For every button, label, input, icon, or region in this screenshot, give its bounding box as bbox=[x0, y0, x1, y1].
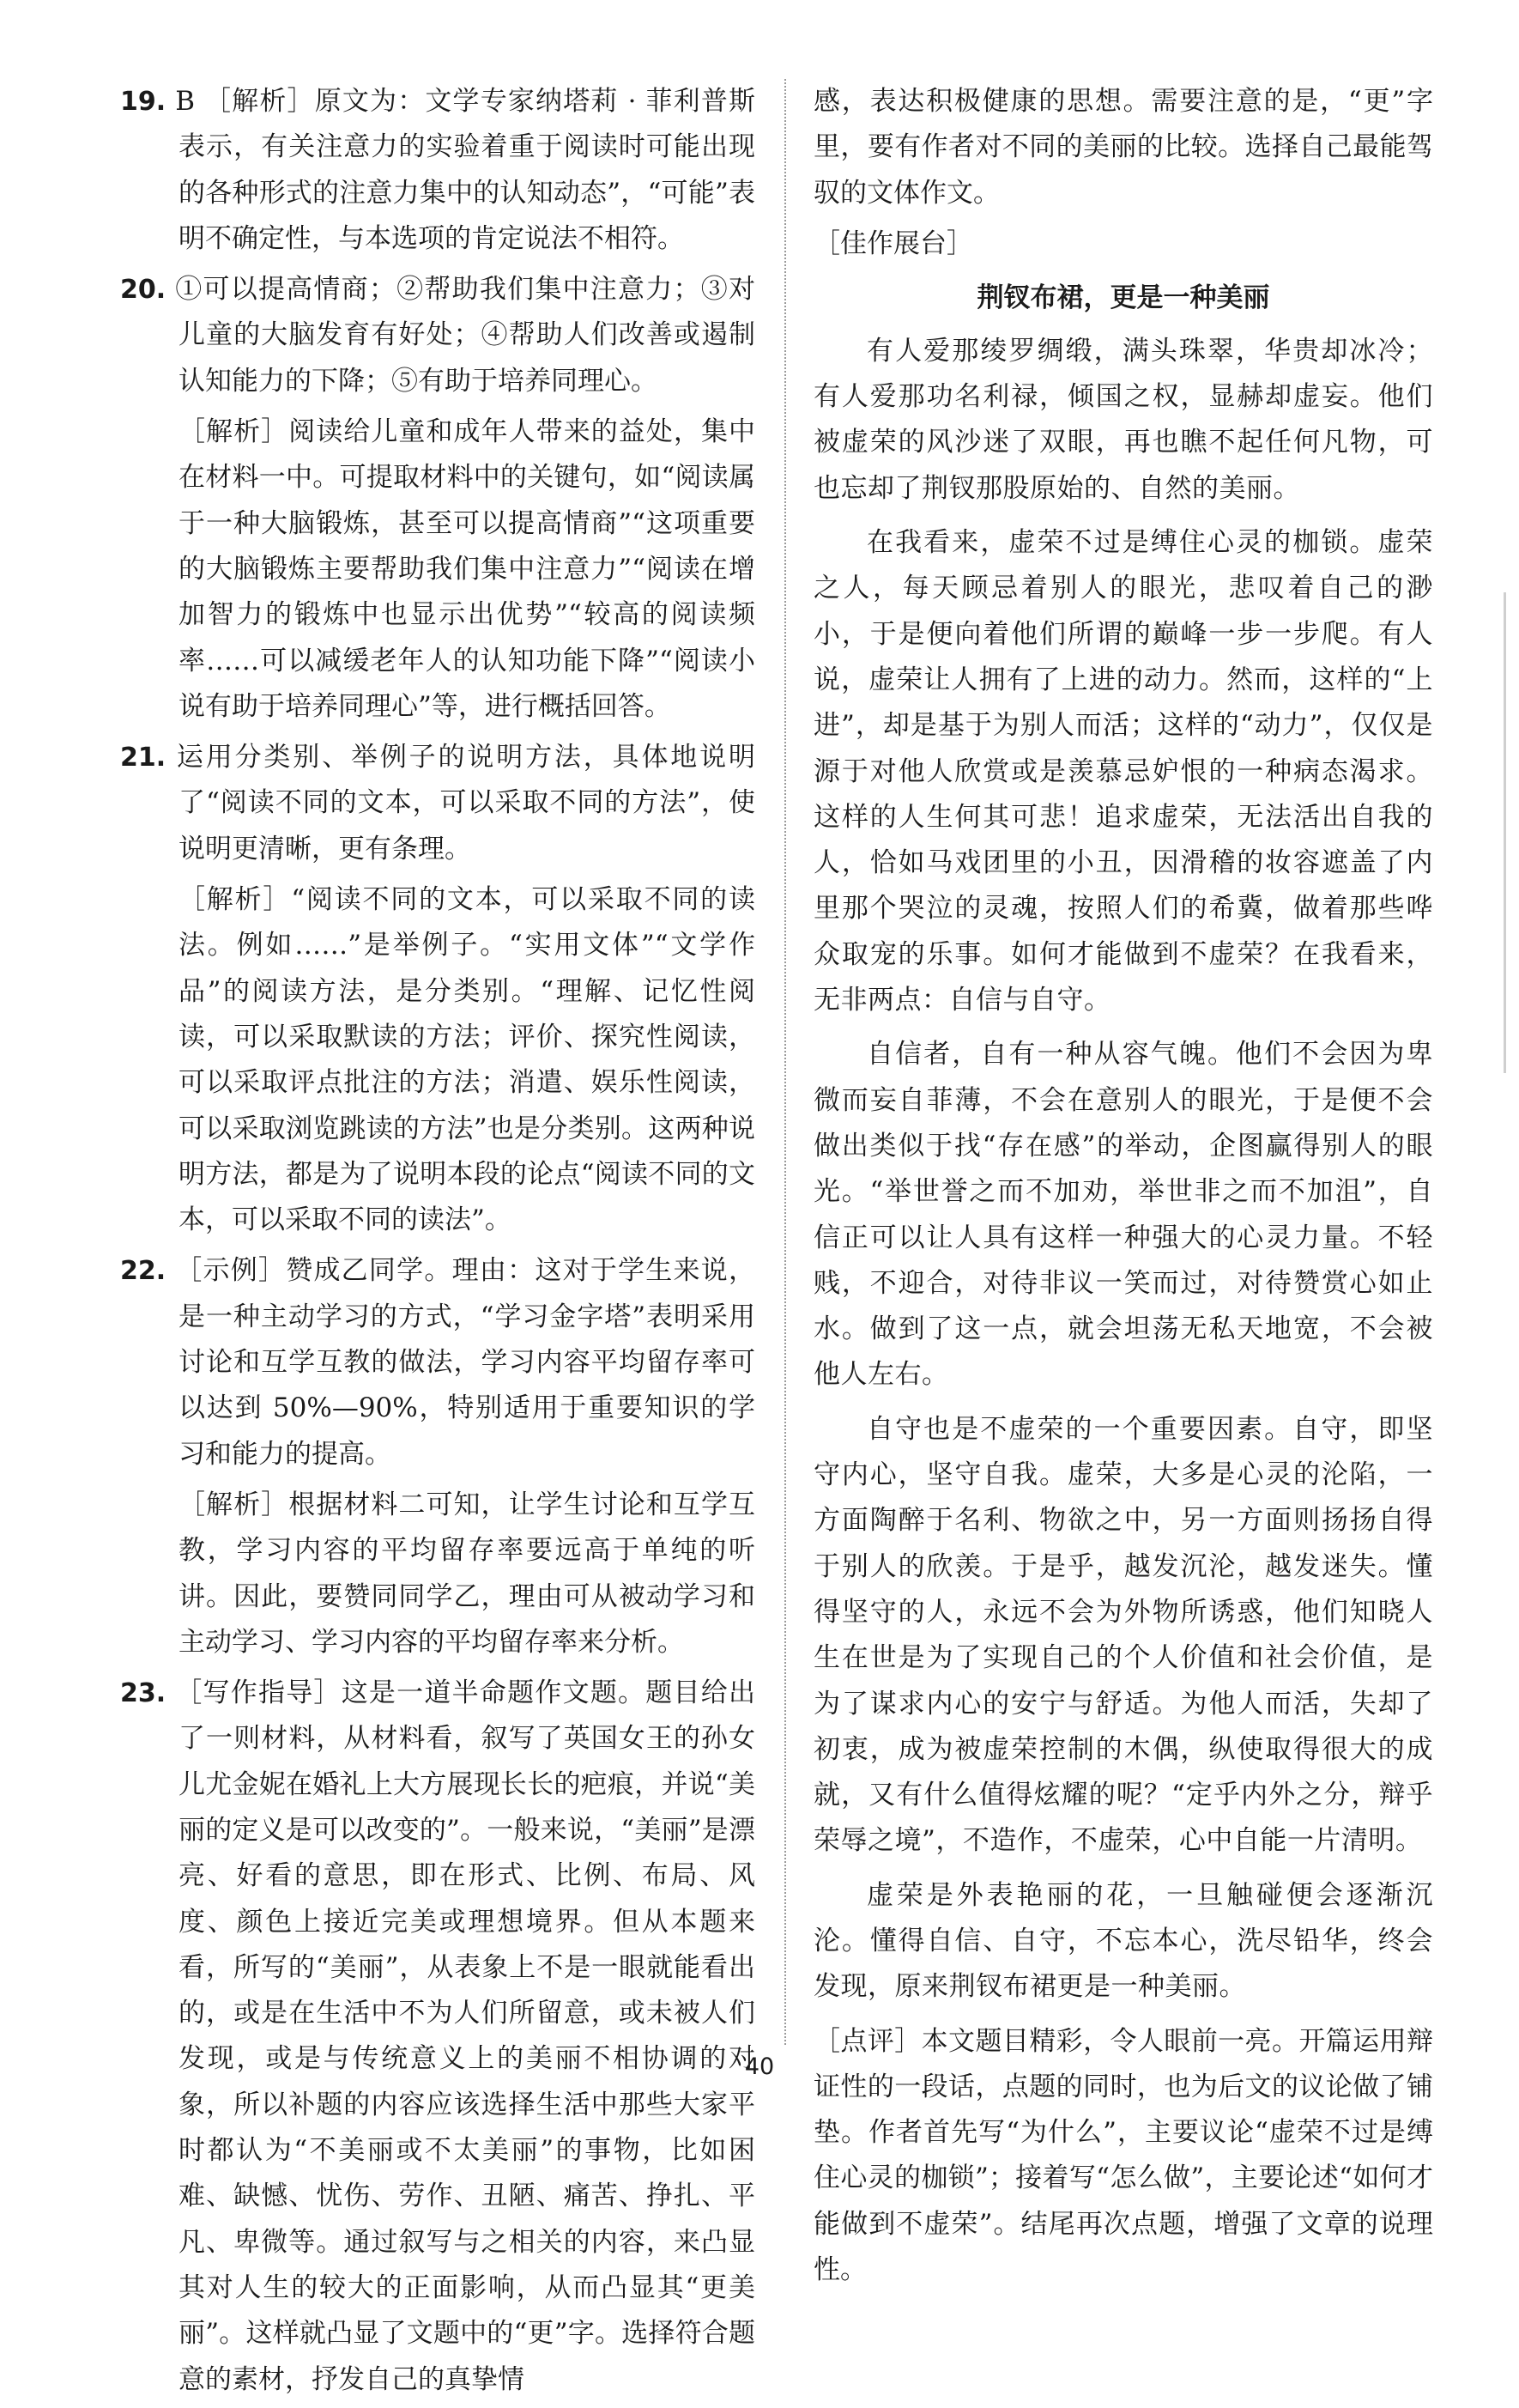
question-number: 23. bbox=[120, 1678, 166, 1709]
question-21 bbox=[120, 735, 755, 872]
question-number: 20. bbox=[120, 275, 166, 306]
analysis-tag: ［解析］ bbox=[204, 86, 315, 117]
question-20 bbox=[120, 267, 755, 404]
answer-letter: B bbox=[175, 86, 195, 117]
right-column bbox=[814, 79, 1433, 2298]
question-number: 19. bbox=[120, 87, 166, 117]
analysis-text: 根据材料二可知，让学生讨论和互学互教，学习内容的平均留存率要远高于单纯的听讲。因此，要赞同同学乙，理由可从被动学习和主动学习、学习内容的平均留存率来分析。 bbox=[179, 1489, 756, 1658]
comment-text: 本文题目精彩，令人眼前一亮。开篇运用辩证性的一段话，点题的同时，也为后文的议论做了铺垫。作者首先写“为什么”，主要议论“虚荣不过是缚住心灵的枷锁”；接着写“怎么做”，主要论述“如何才能做到不虚荣”。结尾再次点题，增强了文章的说理性。 bbox=[814, 2025, 1434, 2286]
writing-guide-continued: 感，表达积极健康的思想。需要注意的是，“更”字里，要有作者对不同的美丽的比较。选择自己最能驾驭的文体作文。 bbox=[814, 86, 1433, 209]
question-21-analysis bbox=[120, 877, 755, 1243]
analysis-text: “阅读不同的文本，可以采取不同的读法。例如……”是举例子。“实用文体”“文学作品”的阅读方法，是分类别。“理解、记忆性阅读，可以采取默读的方法；评价、探究性阅读，可以采取评点批注的方法；消遣、娱乐性阅读，可以采取浏览跳读的方法”也是分类别。这两种说明方法，都是为了说明本段的论点“阅读不同的文本，可以采取不同的读法”。 bbox=[179, 884, 755, 1236]
analysis-tag: ［解析］ bbox=[179, 884, 292, 916]
essay-paragraph: 在我看来，虚荣不过是缚住心灵的枷锁。虚荣之人，每天顾忌着别人的眼光，悲叹着自己的渺小，于是便向着他们所谓的巅峰一步一步爬。有人说，虚荣让人拥有了上进的动力。然而，这样的“上进”，却是基于为别人而活；这样的“动力”，仅仅是源于对他人欣赏或是羡慕忌妒恨的一种病态渴求。这样的人生何其可悲！追求虚荣，无法活出自我的人，恰如马戏团里的小丑，因滑稽的妆容遮盖了内里那个哭泣的灵魂，按照人们的希冀，做着那些哗众取宠的乐事。如何才能做到不虚荣？在我看来，无非两点：自信与自守。 bbox=[814, 527, 1433, 1016]
question-19 bbox=[120, 79, 755, 262]
comment-tag: ［点评］ bbox=[814, 2025, 922, 2057]
question-text: 运用分类别、举例子的说明方法，具体地说明了“阅读不同的文本，可以采取不同的方法”，使说明更清晰，更有条理。 bbox=[176, 742, 756, 864]
question-number: 21. bbox=[120, 743, 166, 773]
analysis-text: 阅读给儿童和成年人带来的益处，集中在材料一中。可提取材料中的关键句，如“阅读属于一种大脑锻炼，甚至可以提高情商”“这项重要的大脑锻炼主要帮助我们集中注意力”“阅读在增加智力的锻炼中也显示出优势”“较高的阅读频率……可以减缓老年人的认知功能下降”“阅读小说有助于培养同理心”等，进行概括回答。 bbox=[179, 416, 756, 722]
essay-paragraph: 虚荣是外表艳丽的花，一旦触碰便会逐渐沉沦。懂得自信、自守，不忘本心，洗尽铅华，终会发现，原来荆钗布裙更是一种美丽。 bbox=[814, 1879, 1433, 2003]
essay-paragraph: 有人爱那绫罗绸缎，满头珠翠，华贵却冰冷；有人爱那功名利禄，倾国之权，显赫却虚妄。他们被虚荣的风沙迷了双眼，再也瞧不起任何凡物，可也忘却了荆钗那股原始的、自然的美丽。 bbox=[814, 335, 1433, 504]
question-number: 22. bbox=[120, 1256, 166, 1287]
essay-title: 荆钗布裙，更是一种美丽 bbox=[977, 282, 1270, 313]
writing-guide-tag: ［写作指导］ bbox=[175, 1677, 342, 1709]
question-text: 原文为：文学专家纳塔莉 · 菲利普斯表示，有关注意力的实验着重于阅读时可能出现的各种形式的注意力集中的认知动态”，“可能”表明不确定性，与本选项的肯定说法不相符。 bbox=[179, 86, 755, 254]
showcase-label: ［佳作展台］ bbox=[814, 227, 973, 259]
question-text: ①可以提高情商；②帮助我们集中注意力；③对儿童的大脑发育有好处；④帮助人们改善或遏制认知能力的下降；⑤有助于培养同理心。 bbox=[175, 274, 755, 397]
essay-paragraph: 自守也是不虚荣的一个重要因素。自守，即坚守内心，坚守自我。虚荣，大多是心灵的沦陷，一方面陶醉于名利、物欲之中，另一方面则扬扬自得于别人的欣羡。于是乎，越发沉沦，越发迷失。懂得坚守的人，永远不会为外物所诱惑，他们知晓人生在世是为了实现自己的个人价值和社会价值，是为了谋求内心的安宁与舒适。为他人而活，失却了初衷，成为被虚荣控制的木偶，纵使取得很大的成就，又有什么值得炫耀的呢？“定乎内外之分，辩乎荣辱之境”，不造作，不虚荣，心中自能一片清明。 bbox=[814, 1413, 1433, 1857]
question-20-analysis bbox=[120, 409, 755, 730]
page-edge-mark bbox=[1504, 592, 1506, 1073]
column-divider bbox=[784, 79, 786, 2045]
page-number: 40 bbox=[744, 2053, 775, 2080]
example-tag: ［示例］ bbox=[175, 1255, 287, 1287]
analysis-tag: ［解析］ bbox=[179, 1489, 289, 1520]
question-22 bbox=[120, 1248, 755, 1477]
question-23 bbox=[120, 1671, 755, 2403]
question-text: 这是一道半命题作文题。题目给出了一则材料，从材料看，叙写了英国女王的孙女儿尤金妮在婚礼上大方展现长长的疤痕，并说“美丽的定义是可以改变的”。一般来说，“美丽”是漂亮、好看的意思，即在形式、比例、布局、风度、颜色上接近完美或理想境界。但从本题来看，所写的“美丽”，从表象上不是一眼就能看出的，或是在生活中不为人们所留意，或未被人们发现，或是与传统意义上的美丽不相协调的对象，所以补题的内容应该选择生活中那些大家平时都认为“不美丽或不太美丽”的事物，比如困难、缺憾、忧伤、劳作、丑陋、痛苦、挣扎、平凡、卑微等。通过叙写与之相关的内容，来凸显其对人生的较大的正面影响，从而凸显其“更美丽”。这样就凸显了文题中的“更”字。选择符合题意的素材，抒发自己的真挚情 bbox=[179, 1677, 756, 2395]
analysis-tag: ［解析］ bbox=[179, 416, 289, 448]
question-text: 赞成乙同学。理由：这对于学生来说，是一种主动学习的方式，“学习金字塔”表明采用讨论和互学互教的做法，学习内容平均留存率可以达到 50%—90%，特别适用于重要知识的学习和能力的提高。 bbox=[179, 1255, 755, 1470]
essay-paragraph: 自信者，自有一种从容气魄。他们不会因为卑微而妄自菲薄，不会在意别人的眼光，于是便不会做出类似于找“存在感”的举动，企图赢得别人的眼光。“举世誉之而不加劝，举世非之而不加沮”，自信正可以让人具有这样一种强大的心灵力量。不轻贱，不迎合，对待非议一笑而过，对待赞赏心如止水。做到了这一点，就会坦荡无私天地宽，不会被他人左右。 bbox=[814, 1039, 1433, 1391]
question-22-analysis bbox=[120, 1483, 755, 1665]
